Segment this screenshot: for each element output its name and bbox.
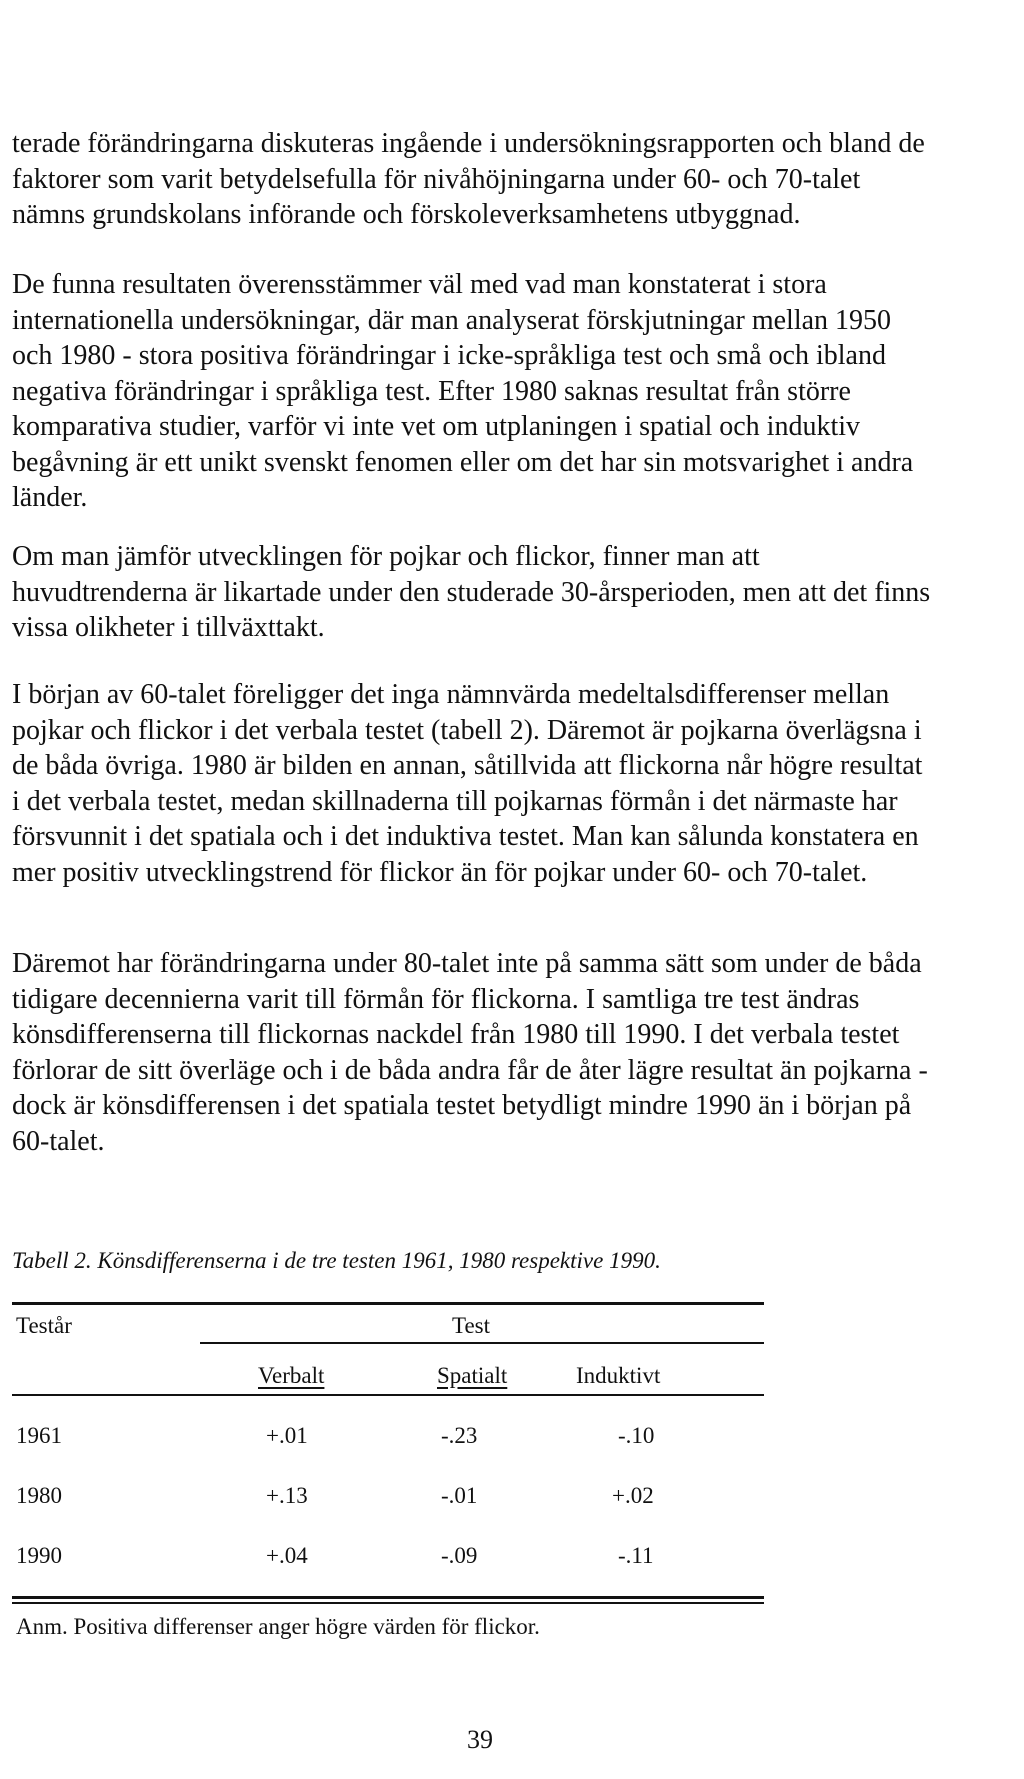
column-header-induktivt: Induktivt [576,1363,661,1388]
row-year: 1990 [16,1543,62,1568]
column-header-spatialt: Spatialt [437,1363,508,1388]
row-year: 1980 [16,1483,62,1508]
table-note: Anm. Positiva differenser anger högre värden för flickor. [16,1614,540,1639]
row-header: Testår [16,1313,72,1338]
paragraph-1: terade förändringarna diskuteras ingående i undersökningsrapporten och bland de faktorer som varit betydelsefulla för nivåhöjningarna under 60- och 70-talet nämns grundskolans införande och förskoleverksamhetens utbyggnad. [12,128,925,230]
table-caption: Tabell 2. Könsdifferenserna i de tre testen 1961, 1980 respektive 1990. [12,1248,661,1273]
cell-induktivt: -.11 [618,1543,654,1568]
cell-verbalt: +.13 [266,1483,308,1508]
cell-spatialt: -.09 [441,1543,478,1568]
table-bottom-rule-double [12,1602,764,1604]
paragraph-3: Om man jämför utvecklingen för pojkar och flickor, finner man att huvudtrenderna är likartade under den studerade 30-årsperioden, men att det finns vissa olikheter i tillväxttakt. [12,541,931,643]
cell-verbalt: +.04 [266,1543,308,1568]
paragraph-5: Däremot har förändringarna under 80-talet inte på samma sätt som under de båda tidigare decennierna varit till förmån för flickorna. I samtliga tre test ändras könsdifferenserna till flickornas nackdel från 1980 till 1990. I det verbala testet förlorar de sitt överläge och i de båda andra får de åter lägre resultat än pojkarna - dock är könsdifferensen i det spatiala testet betydligt mindre 1990 än i början på 60-talet. [12,948,928,1157]
table-bottom-rule [12,1596,764,1599]
group-header: Test [452,1313,490,1338]
cell-spatialt: -.01 [441,1483,478,1508]
page-number: 39 [467,1725,493,1754]
header-bottom-rule [12,1394,764,1396]
cell-induktivt: +.02 [612,1483,654,1508]
cell-verbalt: +.01 [266,1423,308,1448]
cell-induktivt: -.10 [618,1423,655,1448]
column-header-verbalt: Verbalt [258,1363,325,1388]
cell-spatialt: -.23 [441,1423,478,1448]
table-top-rule [12,1302,764,1305]
paragraph-2: De funna resultaten överensstämmer väl med vad man konstaterat i stora internationella undersökningar, där man analyserat förskjutningar mellan 1950 och 1980 - stora positiva förändringar i icke-språkliga test och små och ibland negativa förändringar i språkliga test. Efter 1980 saknas resultat från större komparativa studier, varför vi inte vet om utplaningen i spatial och induktiv begåvning är ett unikt svenskt fenomen eller om det har sin motsvarighet i andra länder. [12,269,914,513]
row-year: 1961 [16,1423,62,1448]
group-header-rule [200,1342,764,1344]
paragraph-4: I början av 60-talet föreligger det inga nämnvärda medeltalsdifferenser mellan pojkar och flickor i det verbala testet (tabell 2). Däremot är pojkarna överlägsna i de båda övriga. 1980 är bilden en annan, såtillvida att flickorna når högre resultat i det verbala testet, medan skillnaderna till pojkarnas förmån i det närmaste har försvunnit i det spatiala och i det induktiva testet. Man kan sålunda konstatera en mer positiv utvecklingstrend för flickor än för pojkar under 60- och 70-talet. [12,679,923,888]
